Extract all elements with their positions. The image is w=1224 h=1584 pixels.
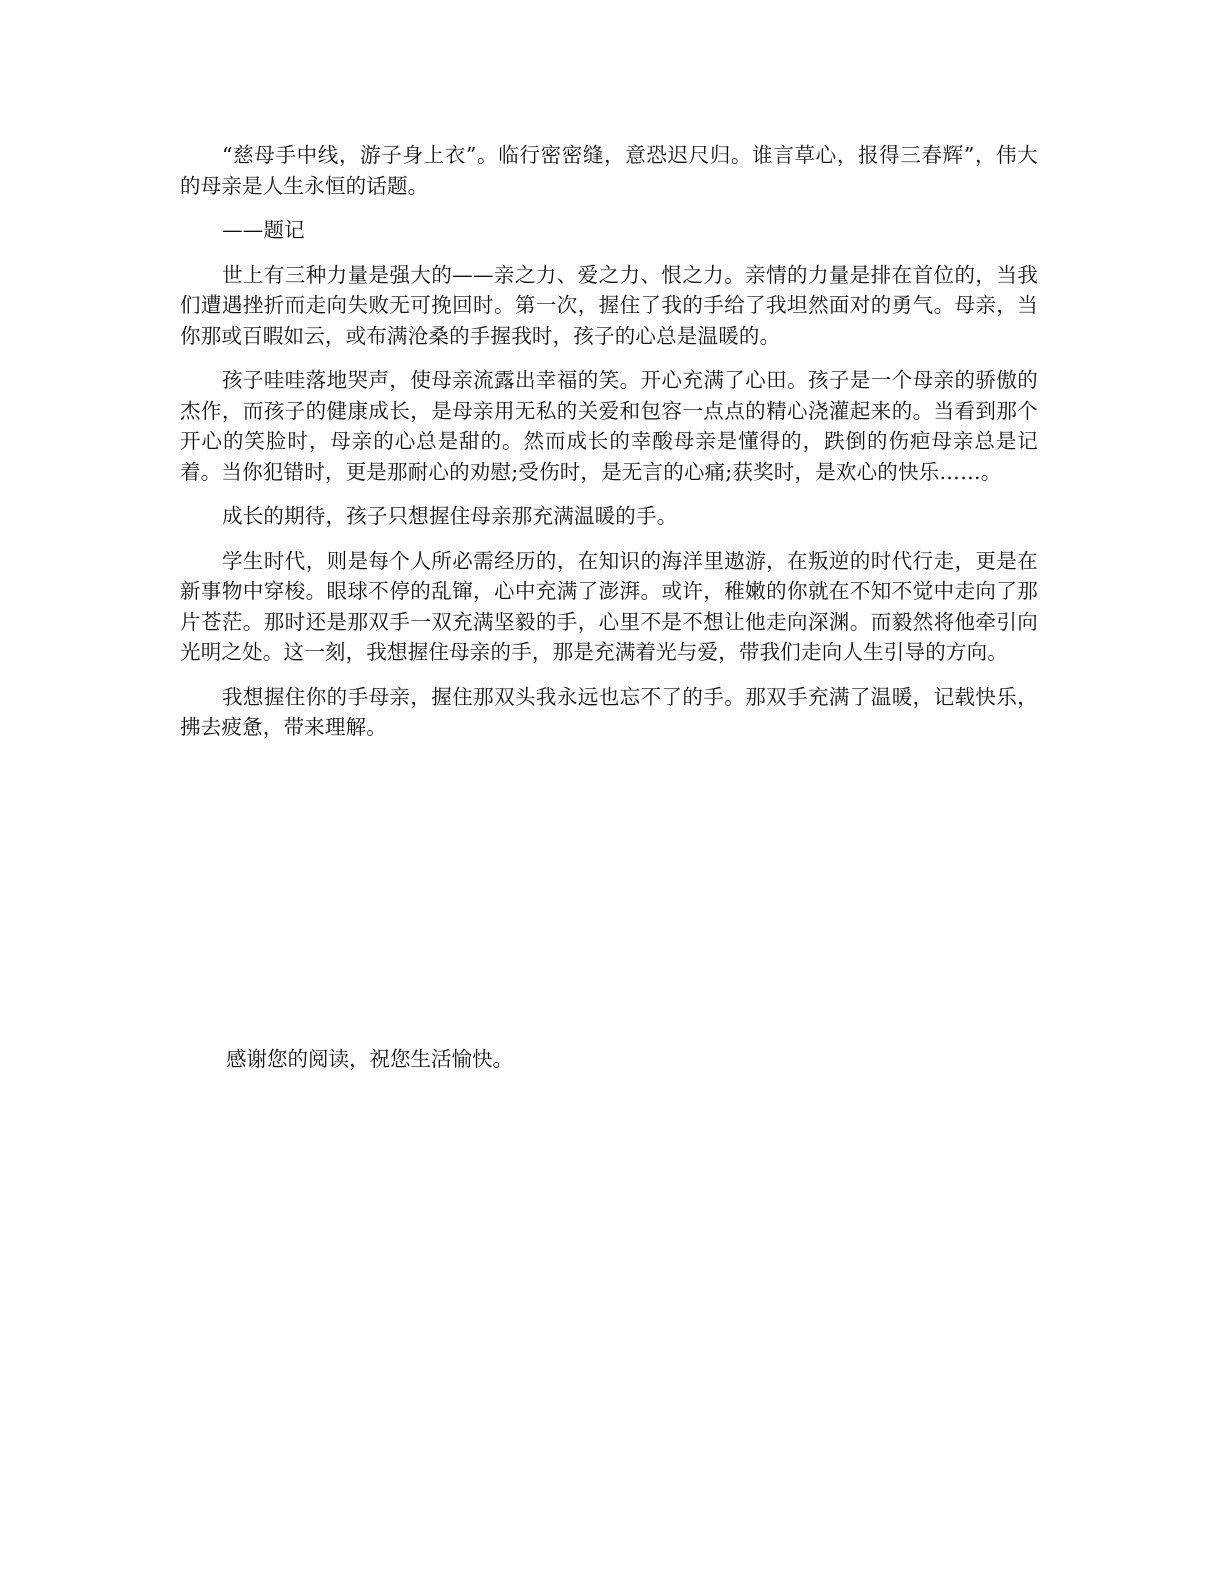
body-paragraph-5: 我想握住你的手母亲，握住那双头我永远也忘不了的手。那双手充满了温暖，记载快乐，拂去疲惫，带来理解。 (180, 684, 1038, 739)
closing-line: 感谢您的阅读，祝您生活愉快。 (226, 1047, 513, 1071)
document-body (180, 140, 1038, 757)
body-paragraph-3: 成长的期待，孩子只想握住母亲那充满温暖的手。 (222, 504, 678, 528)
epigraph-attribution: ——题记 (222, 218, 305, 242)
body-paragraph-4: 学生时代，则是每个人所必需经历的，在知识的海洋里遨游，在叛逆的时代行走，更是在新事物中穿梭。眼球不停的乱镩，心中充满了澎湃。或许，稚嫩的你就在不知不觉中走向了那片苍茫。那时还是那双手一双充满坚毅的手，心里不是不想让他走向深渊。而毅然将他牵引向光明之处。这一刻，我想握住母亲的手，那是充满着光与爱，带我们走向人生引导的方向。 (180, 548, 1038, 664)
body-paragraph-1: 世上有三种力量是强大的——亲之力、爱之力、恨之力。亲情的力量是排在首位的，当我们遭遇挫折而走向失败无可挽回时。第一次，握住了我的手给了我坦然面对的勇气。母亲，当你那或百暇如云，或布满沧桑的手握我时，孩子的心总是温暖的。 (180, 262, 1038, 348)
epigraph-paragraph: “慈母手中线，游子身上衣”。临行密密缝，意恐迟尺归。谁言草心，报得三春辉”，伟大的母亲是人生永恒的话题。 (180, 143, 1038, 198)
body-paragraph-2: 孩子哇哇落地哭声，使母亲流露出幸福的笑。开心充满了心田。孩子是一个母亲的骄傲的杰作，而孩子的健康成长，是母亲用无私的关爱和包容一点点的精心浇灌起来的。当看到那个开心的笑脸时，母亲的心总是甜的。然而成长的幸酸母亲是懂得的，跌倒的伤疤母亲总是记着。当你犯错时，更是那耐心的劝慰;受伤时，是无言的心痛;获奖时，是欢心的快乐……。 (180, 368, 1038, 484)
